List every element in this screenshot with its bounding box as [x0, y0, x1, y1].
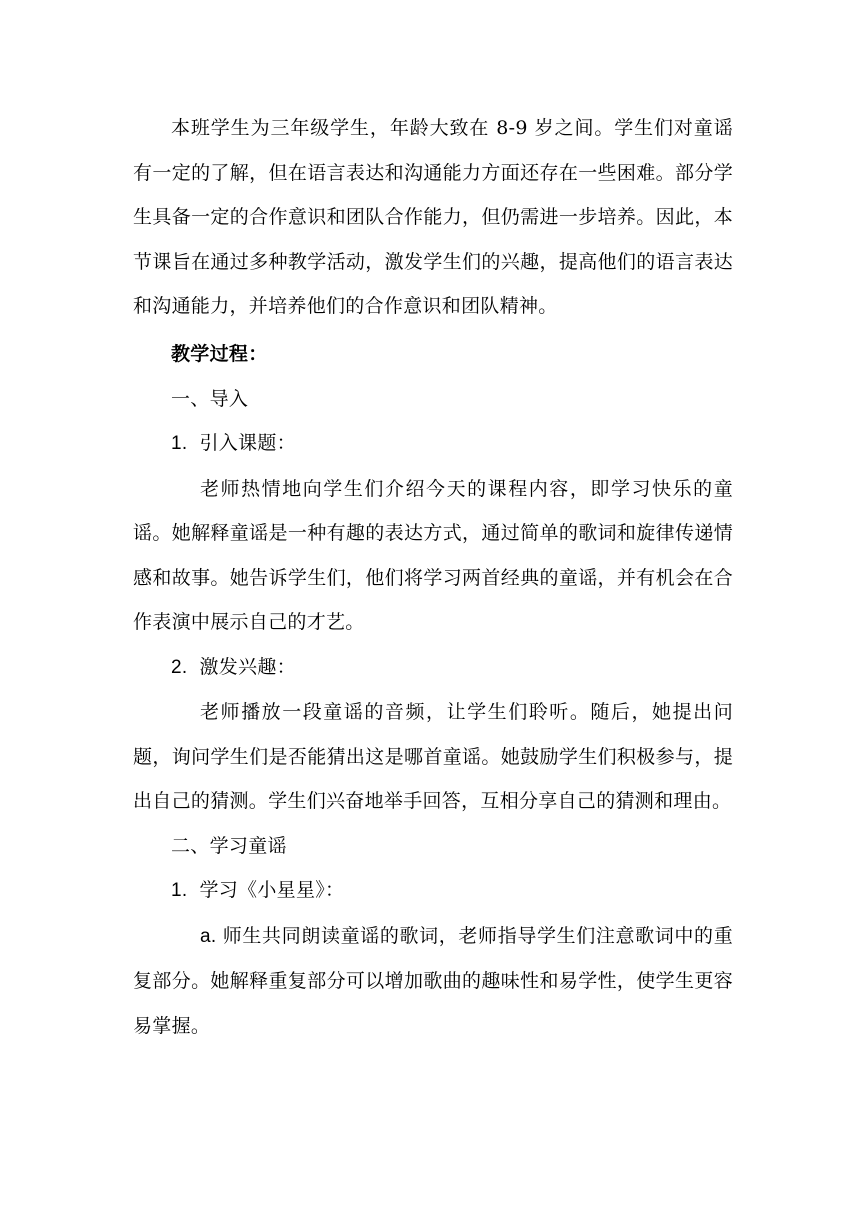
section-one-item-2 — [133, 645, 733, 691]
item-title: 学习《小星星》： — [199, 879, 345, 901]
intro-block — [133, 106, 733, 329]
section-one-item-1 — [133, 421, 733, 467]
process-block — [133, 332, 733, 1048]
section-one-item-2-paragraph: 老师播放一段童谣的音频，让学生们聆听。随后，她提出问题，询问学生们是否能猜出这是哪首童谣。她鼓励学生们积极参与，提出自己的猜测。学生们兴奋地举手回答，互相分享自己的猜测和理由。 — [133, 701, 733, 812]
item-number: 1. — [171, 880, 188, 901]
item-title: 引入课题： — [199, 432, 296, 454]
section-one-item-1-paragraph: 老师热情地向学生们介绍今天的课程内容，即学习快乐的童谣。她解释童谣是一种有趣的表达方式，通过简单的歌词和旋律传递情感和故事。她告诉学生们，他们将学习两首经典的童谣，并有机会在合作表演中展示自己的才艺。 — [133, 477, 733, 633]
intro-paragraph: 本班学生为三年级学生，年龄大致在 8-9 岁之间。学生们对童谣有一定的了解，但在语言表达和沟通能力方面还存在一些困难。部分学生具备一定的合作意识和团队合作能力，但仍需进一步培养。因此，本节课旨在通过多种教学活动，激发学生们的兴趣，提高他们的语言表达和沟通能力，并培养他们的合作意识和团队精神。 — [133, 117, 733, 317]
section-two-item-1 — [133, 868, 733, 914]
process-heading: 教学过程： — [171, 343, 268, 365]
item-title: 激发兴趣： — [199, 655, 296, 678]
item-number: 1. — [171, 433, 188, 454]
sub-item-letter: a. — [200, 925, 217, 947]
item-number: 2. — [171, 656, 188, 678]
section-one-title: 一、导入 — [171, 387, 249, 410]
section-two-title: 二、学习童谣 — [171, 834, 287, 857]
section-two-item-1-subparagraph — [133, 914, 733, 1049]
sub-item-text: 师生共同朗读童谣的歌词，老师指导学生们注意歌词中的重复部分。她解释重复部分可以增加歌曲的趣味性和易学性，使学生更容易掌握。 — [133, 924, 733, 1037]
